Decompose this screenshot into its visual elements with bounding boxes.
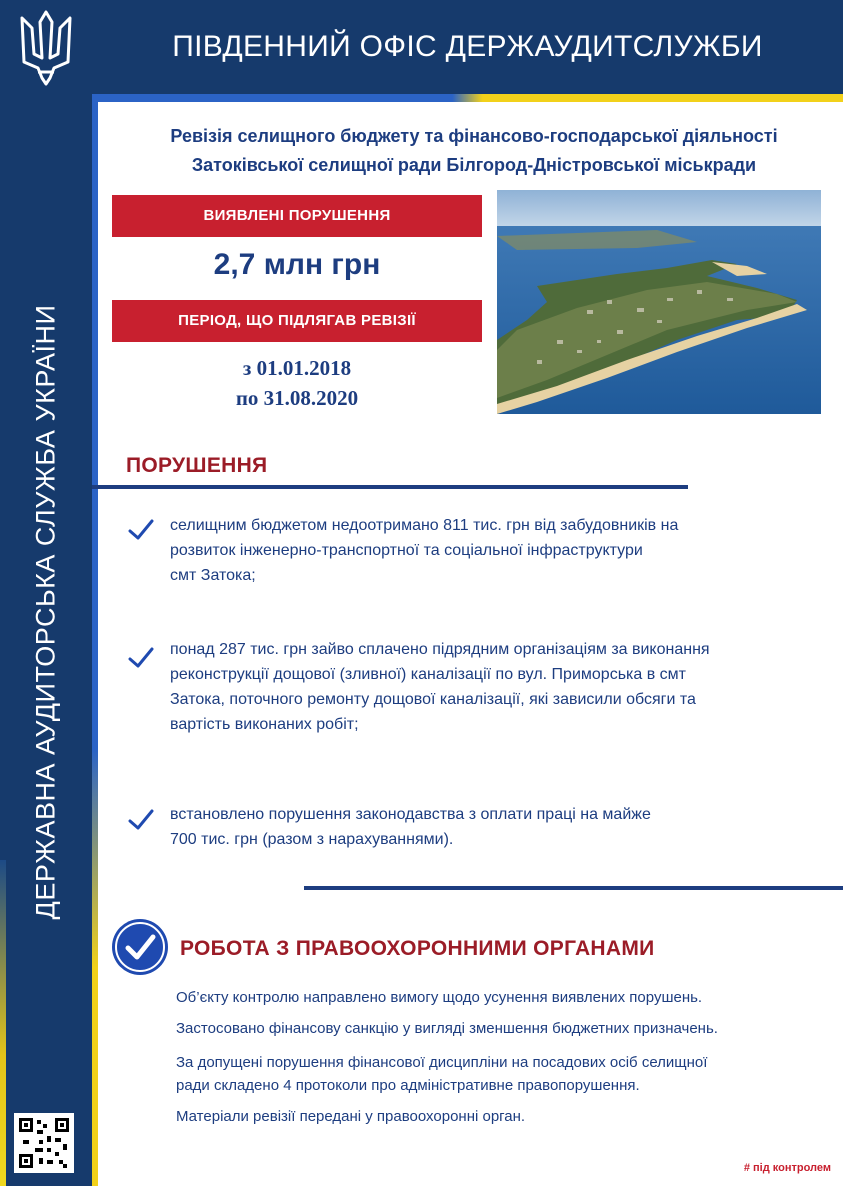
trident-icon [14,8,78,88]
law-enforcement-line: За допущені порушення фінансової дисципліни на посадових осіб селищної [176,1054,708,1071]
violation-item [170,637,836,737]
page-title: ПІВДЕННИЙ ОФІС ДЕРЖАУДИТСЛУЖБИ [172,30,763,63]
violation-item [170,513,836,588]
violation-line: понад 287 тис. грн зайво сплачено підрядним організаціям за виконання [170,641,710,658]
law-enforcement-line: ради складено 4 протоколи про адміністративне правопорушення. [176,1077,640,1094]
qr-code-icon[interactable] [14,1113,74,1173]
period-label: ПЕРІОД, ЩО ПІДЛЯГАВ РЕВІЗІЇ [112,300,482,342]
flag-stripe [0,860,6,1186]
report-subtitle [116,122,832,180]
law-enforcement-title: РОБОТА З ПРАВООХОРОННИМИ ОРГАНАМИ [180,937,655,960]
violation-line: реконструкції дощової (зливної) каналізації по вул. Приморська в смт [170,666,686,683]
section-rule [304,886,843,890]
flag-side-line [92,94,98,1186]
violations-label: ВИЯВЛЕНІ ПОРУШЕННЯ [112,195,482,237]
violation-line: селищним бюджетом недоотримано 811 тис. грн від забудовників на [170,517,679,534]
checkmark-icon [128,519,154,541]
law-enforcement-line: Застосовано фінансову санкцію у вигляді зменшення бюджетних призначень. [176,1020,718,1037]
header [92,0,843,94]
violation-item [170,802,836,852]
violations-rule [92,485,688,489]
checkmark-icon [128,809,154,831]
violation-line: встановлено порушення законодавства з оплати праці на майже [170,806,651,823]
law-enforcement-line: Матеріали ревізії передані у правоохоронні орган. [176,1108,526,1125]
violation-line: розвиток інженерно-транспортної та соціальної інфраструктури [170,542,643,559]
violation-line: вартість виконаних робіт; [170,716,359,733]
period-to: по 31.08.2020 [235,386,359,410]
flag-line [92,94,843,102]
circle-check-icon [112,919,168,975]
sidebar [0,0,92,1186]
violations-title: ПОРУШЕННЯ [126,454,268,477]
violation-line: Затока, поточного ремонту дощової каналізації, які зависили обсяги та [170,691,696,708]
main-panel [92,94,843,1186]
violations-amount: 2,7 млн грн [213,248,381,281]
law-enforcement-line: Об’єкту контролю направлено вимогу щодо усунення виявлених порушень. [176,989,703,1006]
aerial-photo [497,190,821,414]
vertical-title-text: ДЕРЖАВНА АУДИТОРСЬКА СЛУЖБА УКРАЇНИ [30,304,61,920]
subtitle-line-1: Ревізія селищного бюджету та фінансово-господарської діяльності [170,126,778,146]
subtitle-line-2: Затоківської селищної ради Білгород-Дністровської міськради [191,155,757,175]
hashtag-label: # під контролем [743,1162,831,1174]
violation-line: смт Затока; [170,567,256,584]
violation-line: 700 тис. грн (разом з нарахуваннями). [170,831,454,848]
period-from: з 01.01.2018 [242,356,352,380]
checkmark-icon [128,647,154,669]
